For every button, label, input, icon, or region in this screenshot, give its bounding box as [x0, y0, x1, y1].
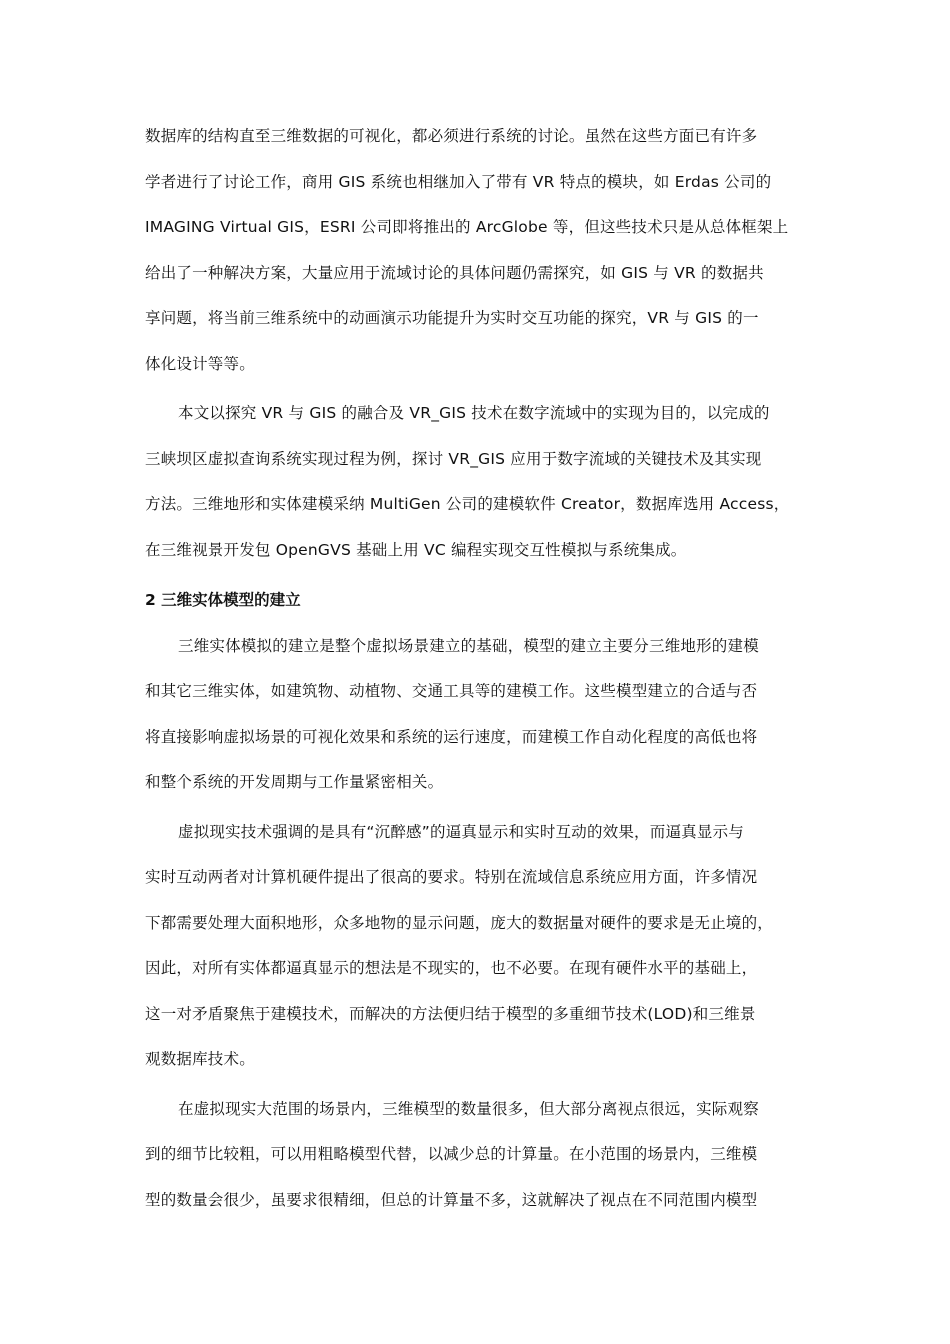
text-line: 下都需要处理大面积地形，众多地物的显示问题，庞大的数据量对硬件的要求是无止境的， [145, 913, 774, 932]
text-line: 这一对矛盾聚焦于建模技术，而解决的方法便归结于模型的多重细节技术(LOD)和三维景 [145, 1004, 756, 1023]
text-line: 将直接影响虚拟场景的可视化效果和系统的运行速度，而建模工作自动化程度的高低也将 [145, 727, 758, 746]
text-line: 虚拟现实技术强调的是具有“沉醉感”的逼真显示和实时互动的效果，而逼真显示与 [178, 822, 744, 841]
text-line: 实时互动两者对计算机硬件提出了很高的要求。特别在流域信息系统应用方面，许多情况 [145, 868, 758, 886]
text-line: 三峡坝区虚拟查询系统实现过程为例，探讨 VR_GIS 应用于数字流域的关键技术及其实现 [145, 449, 762, 468]
text-line: 给出了一种解决方案，大量应用于流域讨论的具体问题仍需探究，如 GIS 与 VR 的数据共 [145, 263, 764, 282]
text-line: 体化设计等等。 [145, 354, 255, 373]
paragraph-4 [145, 810, 809, 1083]
text-line: 在三维视景开发包 OpenGVS 基础上用 VC 编程实现交互性模拟与系统集成。 [145, 540, 687, 559]
text-line: 数据库的结构直至三维数据的可视化，都必须进行系统的讨论。虽然在这些方面已有许多 [145, 127, 758, 145]
text-line: 和其它三维实体，如建筑物、动植物、交通工具等的建模工作。这些模型建立的合适与否 [145, 682, 758, 700]
paragraph-1 [145, 114, 809, 387]
text-line: 享问题，将当前三维系统中的动画演示功能提升为实时交互功能的探究，VR 与 GIS 的一 [145, 309, 759, 327]
paragraph-3 [145, 624, 809, 806]
text-line: 观数据库技术。 [145, 1050, 255, 1068]
section-heading: 2 三维实体模型的建立 [145, 591, 301, 609]
document-body [145, 114, 809, 1223]
text-line: 三维实体模拟的建立是整个虚拟场景建立的基础，模型的建立主要分三维地形的建模 [178, 636, 759, 655]
text-line: IMAGING Virtual GIS，ESRI 公司即将推出的 ArcGlobe 等，但这些技术只是从总体框架上 [145, 218, 789, 236]
text-line: 和整个系统的开发周期与工作量紧密相关。 [145, 773, 444, 791]
text-line: 因此，对所有实体都逼真显示的想法是不现实的，也不必要。在现有硬件水平的基础上， [145, 959, 758, 977]
text-line: 本文以探究 VR 与 GIS 的融合及 VR_GIS 技术在数字流域中的实现为目的，以完成的 [178, 404, 770, 422]
paragraph-5 [145, 1087, 809, 1224]
text-line: 学者进行了讨论工作，商用 GIS 系统也相继加入了带有 VR 特点的模块，如 Erdas 公司的 [145, 172, 772, 191]
text-line: 方法。三维地形和实体建模采纳 MultiGen 公司的建模软件 Creator，数据库选用 Access， [145, 495, 790, 513]
text-line: 到的细节比较粗，可以用粗略模型代替，以减少总的计算量。在小范围的场景内，三维模 [145, 1145, 758, 1163]
paragraph-2 [145, 391, 809, 573]
text-line: 型的数量会很少，虽要求很精细，但总的计算量不多，这就解决了视点在不同范围内模型 [145, 1190, 758, 1209]
text-line: 在虚拟现实大范围的场景内，三维模型的数量很多，但大部分离视点很远，实际观察 [178, 1099, 759, 1118]
